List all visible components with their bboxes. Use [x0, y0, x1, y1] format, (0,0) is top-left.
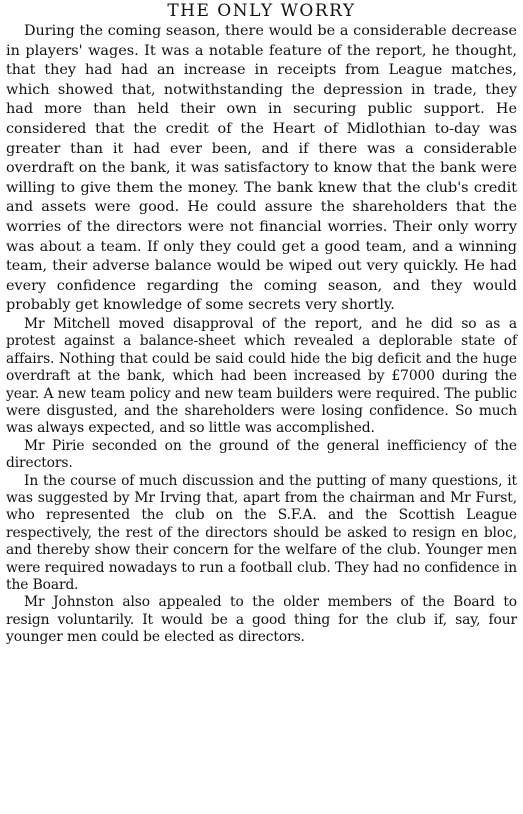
article-paragraph-johnston-appeal: Mr Johnston also appealed to the older members of the Board to resign voluntarily. It would be a good thing for the club if, say, four younger men could be elected as directors. — [6, 594, 517, 646]
article-headline: THE ONLY WORRY — [167, 1, 356, 21]
article-paragraph-chairman-speech: During the coming season, there would be a considerable decrease in players' wages. It was a notable feature of the report, he thought, that they had had an increase in receipts from League matches, which showed that, notwithstanding the depression in trade, they had more than held their own in securing public support. He considered that the credit of the Heart of Midlothian to-day was greater than it had ever been, and if there was a considerable overdraft on the bank, it was satisfactory to know that the bank were willing to give them the money. The bank knew that the club's credit and assets were good. He could assure the shareholders that the worries of the directors were not financial worries. Their only worry was about a team. If only they could get a good team, and a winning team, their adverse balance would be wiped out very quickly. He had every confidence regarding the coming season, and they would probably get knowledge of some secrets very shortly. — [6, 23, 517, 314]
article-paragraph-pirie-seconded: Mr Pirie seconded on the ground of the general inefficiency of the directors. — [6, 437, 517, 472]
article-paragraph-irving-suggestion: In the course of much discussion and the putting of many questions, it was suggested by Mr Irving that, apart from the chairman and Mr Furst, who represented the club on the S.F.A. and the Scottish League respectively, the rest of the directors should be asked to resign en bloc, and thereby show their concern for the welfare of the club. Younger men were required nowadays to run a football club. They had no confidence in the Board. — [6, 472, 517, 593]
article-paragraph-mitchell-motion: Mr Mitchell moved disapproval of the report, and he did so as a protest against a balance-sheet which revealed a deplorable state of affairs. Nothing that could be said could hide the big deficit and the huge overdraft at the bank, which had been increased by £7000 during the year. A new team policy and new team builders were required. The public were disgusted, and the shareholders were losing confidence. So much was always expected, and so little was accomplished. — [6, 315, 517, 437]
